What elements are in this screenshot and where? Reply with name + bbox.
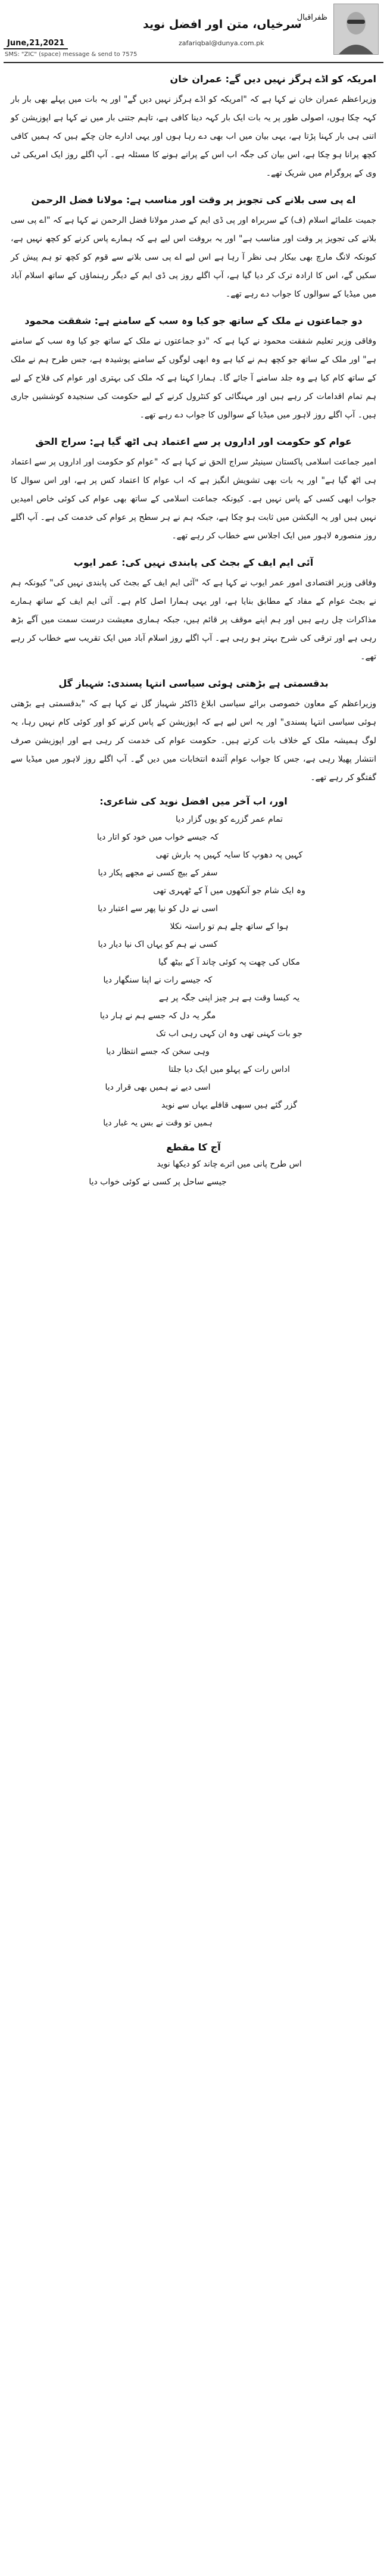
signature-logo: ظفراقبال (297, 13, 327, 22)
poem-intro: اور، اب آخر میں افضل نوید کی شاعری: (99, 796, 288, 807)
poem-line: کہ جیسے رات نے اپنا سنگھار دیا (103, 975, 213, 985)
news-sections (11, 70, 376, 787)
poem-line: کسی نے ہم کو یہاں اک نیا دیار دیا (98, 940, 218, 949)
poem-line: گزر گئے ہیں سبھی قافلے یہاں سے نوید (161, 1100, 297, 1110)
poem-block (11, 810, 376, 1132)
poem-line: مگر یہ دل کہ جسے ہم نے ہار دیا (99, 1011, 216, 1021)
section-paragraph: جمیت علمائے اسلام (ف) کے سربراہ اور پی ڈی ایم کے صدر مولانا فضل الرحمن نے کہا ہے کہ "اے پی سی بلانے کی تجویز پر وقت اور مناسب ہے" اور یہ بروقت اس لیے ہے کہ ہمارے پاس کرنے کو کچھ نہیں ہے، کیونکہ لانگ مارچ بھی بیکار ہی نظر آ رہا ہے اس لیے اے پی سی بلانے سے قوم کو کچھ تو ہم پیش کر سکیں گے، اس کا ارادہ ترک کر دیا گیا ہے، آپ اگلے روز پی ڈی ایم کے دیگر رہنماؤں کے ساتھ اسلام آباد میں میڈیا کے سوالوں کا جواب دے رہے تھے۔ (11, 216, 376, 299)
poem-line: تمام عمر گزرے کو یوں گزار دیا (176, 815, 283, 824)
poem-line: جو بات کہنی تھی وہ ان کہی رہی اب تک (156, 1029, 302, 1038)
poem-line: ہمیں تو وقت نے بس یہ غبار دیا (103, 1118, 213, 1128)
poem-line: اداس رات کے پہلو میں ایک دیا جلتا (168, 1065, 290, 1074)
section-heading: امریکہ کو اڈے ہرگز نہیں دیں گے: عمران خان (170, 73, 376, 85)
section-paragraph: وزیراعظم کے معاون خصوصی برائے سیاسی ابلاغ ڈاکٹر شہباز گل نے کہا ہے کہ "بدقسمتی ہے بڑھتی ہوئی سیاسی انتہا پسندی" اور یہ اس لیے ہے کہ اپوزیشن کے پاس کرنے کو اور کوئی کام نہیں رہا، یہ لوگ ہمیشہ ملک کے خلاف بات کرتے ہیں۔ حکومت عوام کی خدمت کر رہی ہے اور اپوزیشن صرف انتشار پھیلا رہی ہے، جس کا جواب عوام آئندہ انتخابات میں دیں گے۔ آپ اگلے روز لاہور میں میڈیا سے گفتگو کر رہے تھے۔ (11, 699, 376, 782)
section-heading: آئی ایم ایف کے بجٹ کی پابندی نہیں کی: عمر ایوب (73, 557, 314, 568)
poem-line: اسی نے دل کو نیا پھر سے اعتبار دیا (98, 904, 218, 913)
news-section (11, 433, 376, 545)
author-email[interactable]: zafariqbal@dunya.com.pk (179, 39, 264, 47)
section-paragraph: وفاقی وزیر تعلیم شفقت محمود نے کہا ہے کہ "دو جماعتوں نے ملک کے ساتھ جو کیا وہ سب کے سامنے ہے" اور ملک کے ساتھ جو کچھ ہم نے کیا ہے وہ ابھی لوگوں کے سامنے پوشیدہ ہے، جس طرح ہم نے ملک کے ساتھ کام کیا ہے وہ جلد سامنے آ جائے گا۔ ہمارا کہنا ہے کہ ملک کی بہتری اور عوام کی فلاح کے لیے ہم تمام اقدامات کر رہے ہیں اور مہنگائی کو کنٹرول کرنے کے لیے حکومت کی سنجیدہ کوششیں جاری ہیں۔ آپ اگلے روز لاہور میں میڈیا کے سوالوں کا جواب دے رہے تھے۔ (11, 336, 376, 420)
news-section (11, 675, 376, 787)
poem-line: اسی دیے نے ہمیں بھی قرار دیا (105, 1083, 211, 1092)
section-heading: اے پی سی بلانے کی تجویز پر وقت اور مناسب ہے: مولانا فضل الرحمن (31, 194, 356, 205)
maqta-block (11, 1155, 376, 1191)
sms-instruction: SMS: "ZIC" (space) message & send to 7575 (5, 51, 138, 58)
section-heading: دو جماعتوں نے ملک کے ساتھ جو کیا وہ سب کے سامنے ہے: شفقت محمود (24, 315, 363, 326)
section-paragraph: وفاقی وزیر اقتصادی امور عمر ایوب نے کہا ہے کہ "آئی ایم ایف کے بجٹ کی پابندی نہیں کی" کیونکہ ہم نے بجٹ عوام کے مفاد کے مطابق بنایا ہے، اور یہی ہمارا اصل کام ہے۔ آئی ایم ایف کے ساتھ ہمارے مذاکرات چل رہے ہیں اور ہم اپنے موقف پر قائم ہیں، جبکہ ہماری معیشت درست سمت میں آگے بڑھ رہی ہے اور ترقی کی شرح بہتر ہو رہی ہے۔ آپ اگلے روز اسلام آباد میں ایک تقریب سے خطاب کر رہے تھے۔ (11, 578, 376, 662)
column-date: June,21,2021 (4, 38, 68, 49)
poem-line: کہ جیسے خواب میں خود کو اتار دیا (96, 832, 219, 842)
author-portrait (333, 4, 379, 55)
poem-line: یہ کیسا وقت ہے ہر چیز اپنی جگہ پر ہے (158, 993, 300, 1003)
section-heading: عوام کو حکومت اور اداروں پر سے اعتماد ہی اٹھ گیا ہے: سراج الحق (35, 436, 352, 447)
poem-line: کہیں پہ دھوپ کا سایہ کہیں پہ بارش تھی (155, 850, 303, 860)
poem-line: وہی سخن کہ جسے انتظار دیا (106, 1047, 210, 1056)
poem-line: ہوا کے ساتھ چلے ہم تو راستہ نکلا (170, 922, 289, 931)
maqta-line: جیسے ساحل پر کسی نے کوئی خواب دیا (89, 1177, 227, 1187)
poem-line: مکاں کی چھت پہ کوئی چاند آ کے بیٹھ گیا (158, 958, 300, 967)
header-divider (4, 62, 383, 63)
news-section (11, 312, 376, 425)
column-title: سرخیاں، متن اور افضل نوید (143, 18, 302, 31)
news-section (11, 191, 376, 304)
poem-line: سفر کے بیچ کسی نے مجھے پکار دیا (98, 868, 218, 878)
poem-line: وہ ایک شام جو آنکھوں میں آ کے ٹھہری تھی (153, 886, 305, 896)
maqta-title: آج کا مقطع (166, 1142, 221, 1153)
section-paragraph: وزیراعظم عمران خان نے کہا ہے کہ "امریکہ کو اڈے ہرگز نہیں دیں گے" اور یہ بات میں پہلے بھی بار بار کہہ چکا ہوں، اصولی طور پر یہ بات ایک بار کہہ دینا کافی ہے، تاہم جتنی بار میں نے کہا ہے اپوزیشن کو اتنی ہی بار کہنا پڑتا ہے، یہی بیان میں اب بھی دے رہا ہوں اور یہی ادارے جان چکے ہیں کہ ہمیں کافی کچھ پرانا ہو چکا ہے، اس بیان کی جگہ اب اس کے پرانے ہونے کا مسئلہ ہے۔ آپ اگلے روز ایک امریکی ٹی وی کے پروگرام میں شریک تھے۔ (11, 95, 376, 178)
news-section (11, 70, 376, 183)
column-header (0, 0, 387, 67)
maqta-line: اس طرح پانی میں اترے چاند کو دیکھا نوید (157, 1159, 302, 1169)
column-body (11, 70, 376, 1200)
news-section (11, 554, 376, 666)
section-heading: بدقسمتی ہے بڑھتی ہوئی سیاسی انتہا پسندی: شہباز گل (58, 678, 329, 689)
section-paragraph: امیر جماعت اسلامی پاکستان سینیٹر سراج الحق نے کہا ہے کہ "عوام کو حکومت اور اداروں پر سے اعتماد ہی اٹھ گیا ہے" اور یہ بات بھی تشویش انگیز ہے کہ اب عوام کا اعتماد کس پر ہے، اور اس سوال کا جواب ابھی کسی کے پاس نہیں ہے۔ کیونکہ جماعت اسلامی کے ساتھ بھی عوام کی کوئی خاص امیدیں نہیں ہیں اور یہ الیکشن میں ثابت ہو چکا ہے، جبکہ ہم نے ہر سطح پر عوام کی خدمت کی ہے۔ آپ اگلے روز منصورہ لاہور میں ایک اجلاس سے خطاب کر رہے تھے۔ (11, 457, 376, 541)
